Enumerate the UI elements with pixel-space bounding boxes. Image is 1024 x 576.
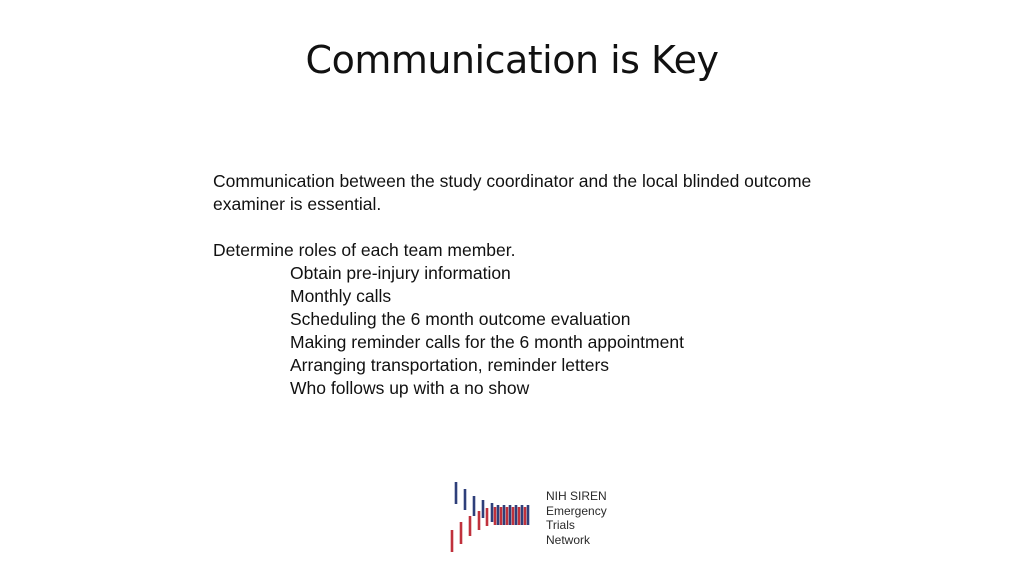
slide-title: Communication is Key xyxy=(305,38,719,82)
paragraph-spacer xyxy=(213,216,833,239)
role-item: Making reminder calls for the 6 month appointment xyxy=(290,332,684,352)
role-item: Arranging transportation, reminder letters xyxy=(290,355,610,375)
slide-body xyxy=(213,170,833,400)
role-item: Scheduling the 6 month outcome evaluation xyxy=(290,309,631,329)
siren-logo-mark xyxy=(444,478,539,558)
intro-paragraph: Communication between the study coordinator and the local blinded outcome examiner is essential. xyxy=(213,171,812,214)
role-item: Monthly calls xyxy=(290,286,392,306)
logo-line: Trials xyxy=(546,518,575,532)
logo-line: Emergency xyxy=(546,503,607,518)
logo-line: Network xyxy=(546,532,591,547)
roles-heading: Determine roles of each team member. xyxy=(213,240,516,260)
logo-wordmark xyxy=(546,489,607,547)
logo-line: NIH SIREN xyxy=(546,489,607,503)
siren-logo xyxy=(444,478,624,558)
role-item: Who follows up with a no show xyxy=(290,378,530,398)
role-item: Obtain pre-injury information xyxy=(290,263,511,283)
